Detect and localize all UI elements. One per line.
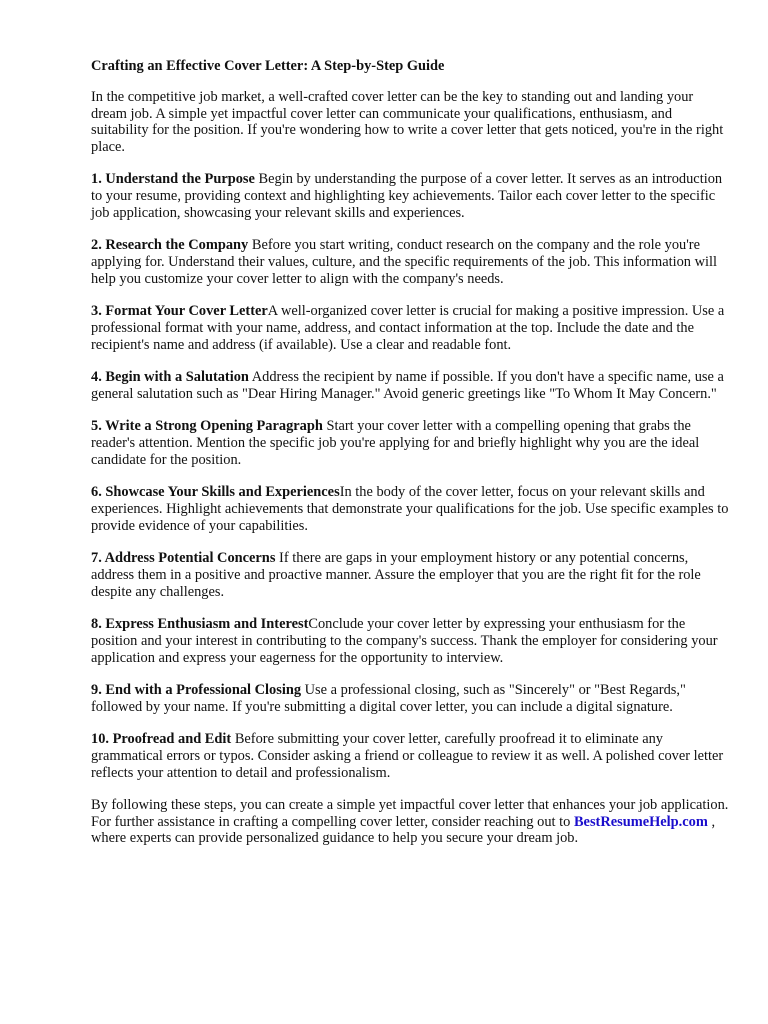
step-body: Before you start writing, conduct research on the company and the role you're applying for. Understand their values, culture, and the specific requirements of the job. This information will help you customize your cover letter to align with the company's needs. bbox=[91, 237, 717, 287]
step-heading: 9. End with a Professional Closing bbox=[91, 681, 302, 698]
step-paragraph bbox=[91, 484, 731, 534]
bestresumehelp-link[interactable]: BestResumeHelp.com bbox=[573, 813, 708, 830]
step-body: Address the recipient by name if possible. If you don't have a specific name, use a general salutation such as "Dear Hiring Manager." Avoid generic greetings like "To Whom It May Concern." bbox=[91, 369, 724, 402]
step-body: Start your cover letter with a compelling opening that grabs the reader's attention. Mention the specific job you're applying for and briefly highlight why you are the ideal candidate for the position. bbox=[91, 418, 700, 468]
step-paragraph bbox=[91, 731, 731, 781]
step-paragraph bbox=[91, 303, 731, 353]
step-heading: 1. Understand the Purpose bbox=[91, 171, 255, 188]
conclusion-paragraph bbox=[91, 797, 731, 847]
step-paragraph bbox=[91, 369, 731, 403]
step-body: Conclude your cover letter by expressing your enthusiasm for the position and your interest in contributing to the company's success. Thank the employer for considering your application and express your eagerness for the opportunity to interview. bbox=[91, 615, 718, 666]
step-heading: 6. Showcase Your Skills and Experiences bbox=[91, 484, 340, 501]
document-page bbox=[91, 58, 731, 863]
step-body: A well-organized cover letter is crucial for making a positive impression. Use a professional format with your name, address, and contact information at the top. Include the date and the recipient's name and address (if available). Use a clear and readable font. bbox=[91, 303, 725, 353]
intro-paragraph: In the competitive job market, a well-crafted cover letter can be the key to standing out and landing your dream job. A simple yet impactful cover letter can communicate your qualifications, enthusiasm, and suitability for the position. If you're wondering how to write a cover letter that gets noticed, you're in the right place. bbox=[91, 88, 724, 156]
step-paragraph bbox=[91, 237, 731, 287]
step-heading: 4. Begin with a Salutation bbox=[91, 369, 249, 386]
step-body: In the body of the cover letter, focus on your relevant skills and experiences. Highlight achievements that demonstrate your qualifications for the job. Use specific examples to provide evidence of your capabilities. bbox=[91, 484, 729, 534]
step-paragraph bbox=[91, 616, 731, 666]
step-paragraph bbox=[91, 171, 731, 221]
step-paragraph bbox=[91, 682, 731, 716]
step-heading: 7. Address Potential Concerns bbox=[91, 550, 276, 567]
step-body: Begin by understanding the purpose of a cover letter. It serves as an introduction to your resume, providing context and highlighting key achievements. Tailor each cover letter to the specific job application, showcasing your relevant skills and experiences. bbox=[91, 171, 723, 222]
step-heading: 8. Express Enthusiasm and Interest bbox=[91, 615, 309, 632]
conclusion-text-end: , where experts can provide personalized guidance to help you secure your dream job. bbox=[91, 813, 716, 847]
step-body: Use a professional closing, such as "Sincerely" or "Best Regards," followed by your name. If you're submitting a digital cover letter, you can include a digital signature. bbox=[91, 681, 686, 715]
step-heading: 3. Format Your Cover Letter bbox=[91, 303, 268, 320]
step-heading: 2. Research the Company bbox=[91, 237, 249, 254]
step-body: Before submitting your cover letter, carefully proofread it to eliminate any grammatical errors or typos. Consider asking a friend or colleague to review it as well. A polished cover letter reflects your attention to detail and professionalism. bbox=[91, 730, 724, 781]
conclusion-text: By following these steps, you can create a simple yet impactful cover letter that enhances your job application. For further assistance in crafting a compelling cover letter, consider reaching out to bbox=[91, 796, 729, 830]
step-body: If there are gaps in your employment history or any potential concerns, address them in a positive and proactive manner. Assure the employer that you are the right fit for the role despite any challenges. bbox=[91, 550, 701, 600]
step-heading: 10. Proofread and Edit bbox=[91, 730, 232, 747]
step-heading: 5. Write a Strong Opening Paragraph bbox=[91, 418, 323, 435]
step-paragraph bbox=[91, 418, 731, 468]
document-title: Crafting an Effective Cover Letter: A Step-by-Step Guide bbox=[91, 58, 445, 74]
step-paragraph bbox=[91, 550, 731, 600]
